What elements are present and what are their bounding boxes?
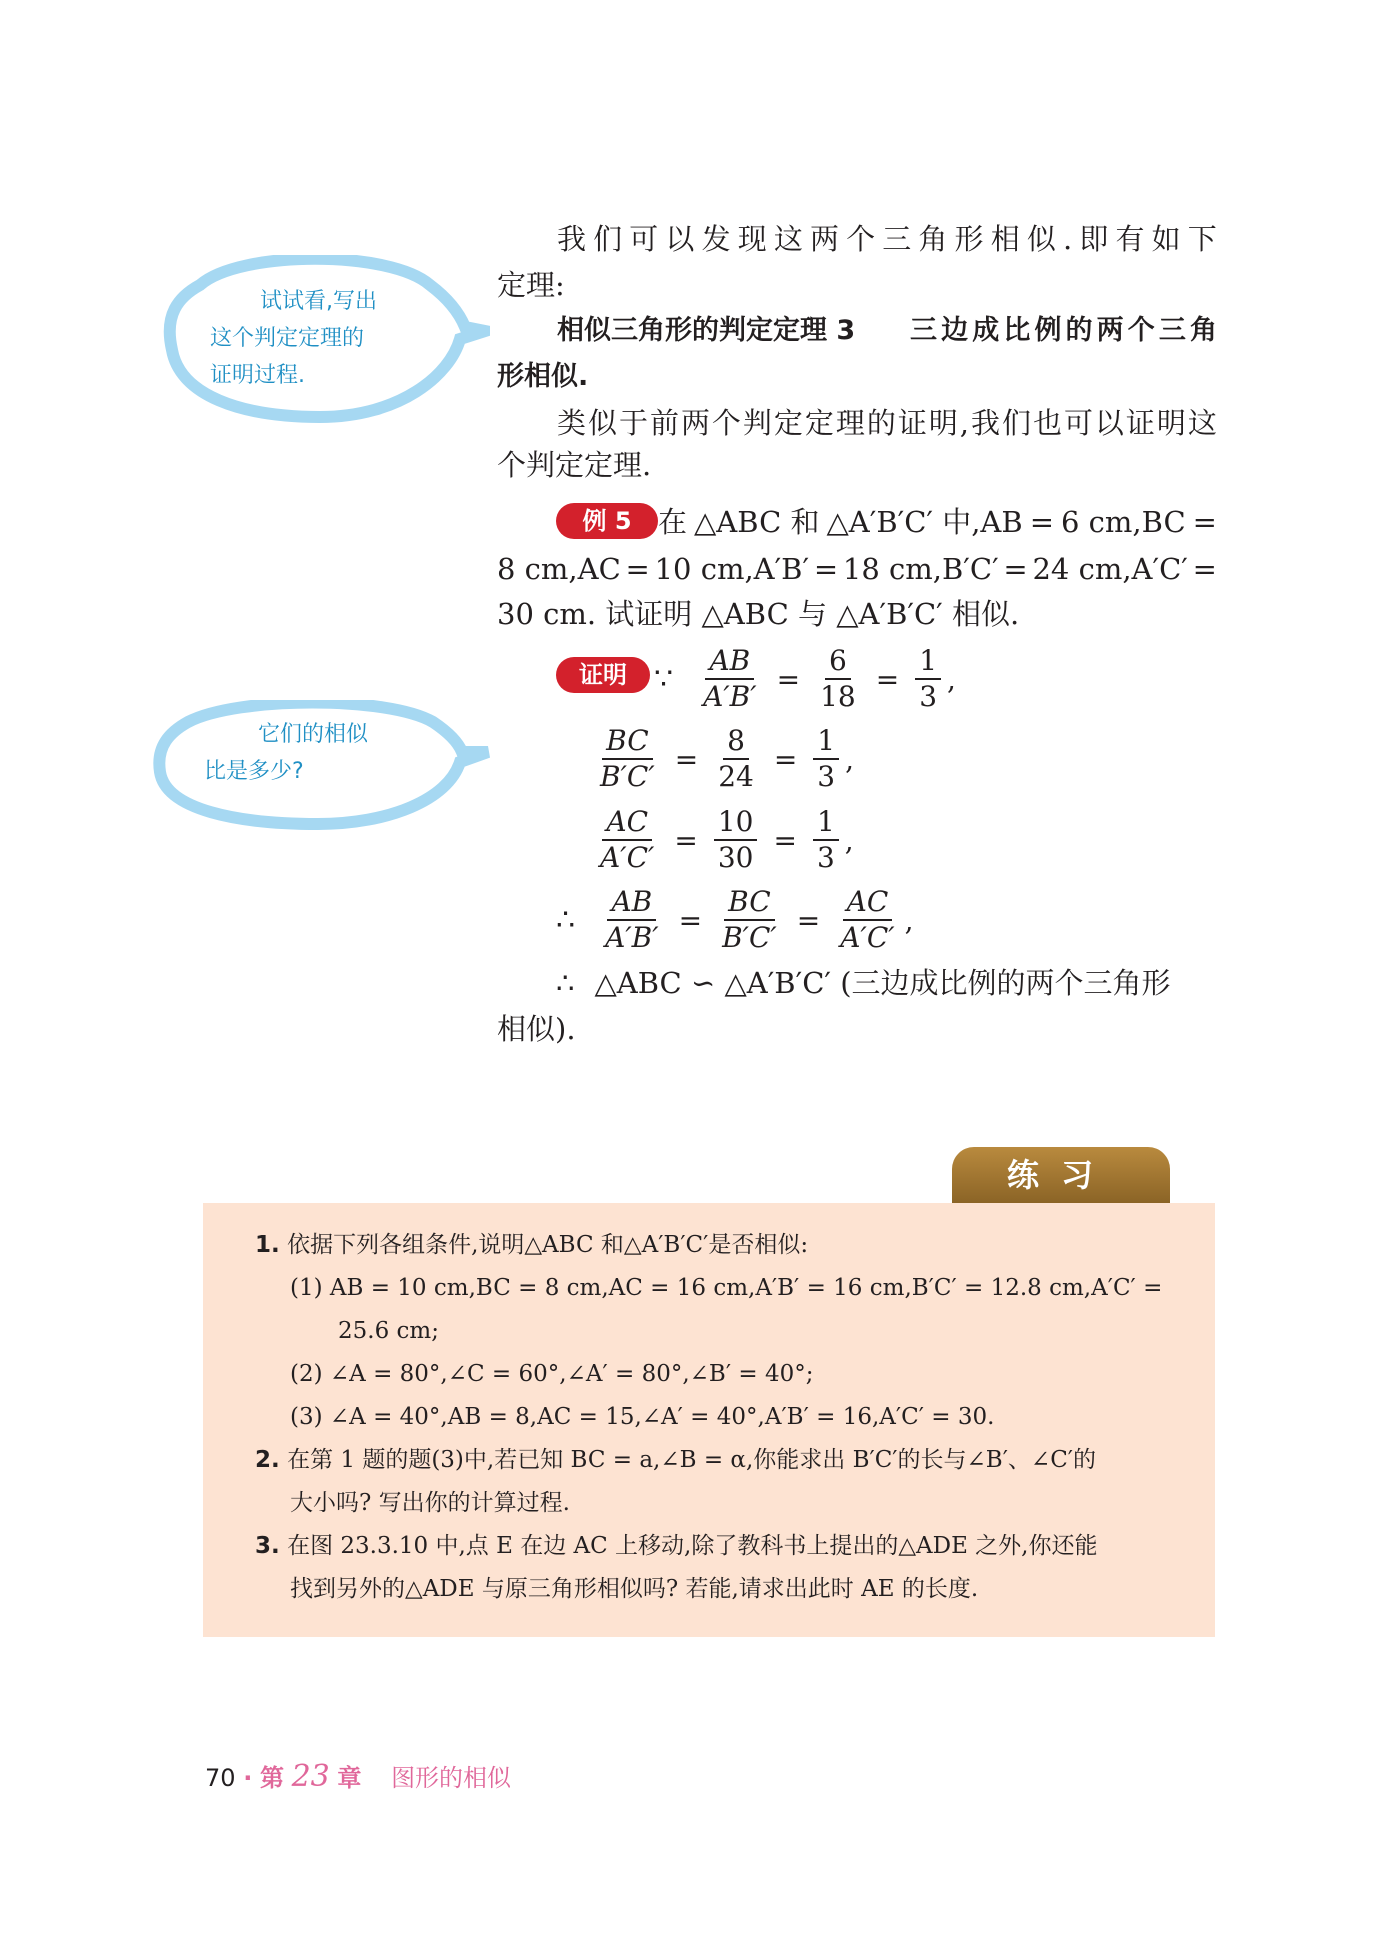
intro-char: 个	[846, 222, 876, 256]
theorem-char: 个	[1127, 315, 1155, 346]
frac-num: AB	[705, 644, 754, 680]
intro-char: 似	[1026, 222, 1056, 256]
equals-sign: =	[776, 662, 801, 696]
proof-tag: 证明	[556, 657, 650, 693]
frac-den: A′C′	[600, 841, 655, 874]
frac-num: 1	[813, 805, 839, 841]
para-char: 明	[1156, 406, 1186, 440]
frac-num: AB	[607, 885, 656, 921]
theorem-char: 角	[1189, 315, 1217, 346]
para-char: 个	[711, 406, 741, 440]
practice-line: (1) AB = 10 cm,BC = 8 cm,AC = 16 cm,A′B′ = 16 cm,B′C′ = 12.8 cm,A′C′ =	[290, 1275, 1163, 1301]
equals-sign: =	[773, 823, 797, 857]
page-number: 70	[205, 1764, 236, 1792]
proof-eq-4	[556, 885, 914, 955]
example-part: 18 cm,B′C′	[842, 552, 999, 586]
frac-num: 8	[723, 724, 749, 760]
example-part: 24 cm,A′C′	[1032, 552, 1188, 586]
frac-den: 30	[717, 841, 754, 874]
para-char: 定	[773, 406, 803, 440]
practice-title: 练习	[952, 1147, 1170, 1203]
para-char: 也	[1032, 406, 1062, 440]
para-char: 的	[866, 406, 896, 440]
example-part: =	[1029, 505, 1054, 539]
equals-sign: =	[678, 903, 703, 937]
footer-dot: ·	[243, 1764, 253, 1792]
intro-char: 两	[809, 222, 839, 256]
para-line-1	[557, 403, 1217, 443]
intro-char: 下	[1187, 222, 1217, 256]
bubble-2-line-1: 它们的相似	[258, 722, 369, 747]
intro-char: 有	[1115, 222, 1145, 256]
intro-char: 即	[1079, 222, 1109, 256]
para-char: 似	[587, 406, 617, 440]
intro-char: 角	[918, 222, 948, 256]
therefore-symbol: ∴	[556, 902, 576, 938]
intro-char: 现	[737, 222, 767, 256]
intro-char: 可	[629, 222, 659, 256]
example-tag: 例 5	[556, 503, 658, 539]
para-char: 证	[897, 406, 927, 440]
example-part: =	[625, 552, 650, 586]
practice-line: 找到另外的△ADE 与原三角形相似吗? 若能,请求出此时 AE 的长度.	[290, 1576, 979, 1602]
practice-line	[255, 1227, 808, 1263]
equals-sign: =	[875, 662, 900, 696]
theorem-char: 边	[941, 315, 969, 346]
theorem-title: 相似三角形的判定定理 3	[557, 315, 856, 346]
frac-num: BC	[602, 724, 653, 760]
para-char: 们	[1001, 406, 1031, 440]
proof-eq-3	[590, 805, 854, 875]
para-char: 明	[928, 406, 958, 440]
intro-char: 三	[882, 222, 912, 256]
intro-line-2: 定理:	[497, 268, 565, 302]
equals-sign: =	[773, 742, 798, 776]
example-part: =	[1003, 552, 1028, 586]
practice-line: 大小吗? 写出你的计算过程.	[290, 1490, 570, 1516]
page-footer	[205, 1758, 511, 1794]
theorem-line-2: 形相似.	[497, 361, 589, 392]
example-part: △ABC 和	[694, 505, 820, 539]
para-line-2: 个判定定理.	[497, 448, 652, 482]
para-char: 定	[804, 406, 834, 440]
frac-den: A′B′	[703, 680, 757, 713]
example-part: △A′B′C′ 中,AB	[826, 505, 1023, 539]
proof-eq-1	[654, 644, 956, 714]
theorem-char: 例	[1034, 315, 1062, 346]
frac-den: 3	[919, 680, 938, 713]
item-text: 在图 23.3.10 中,点 E 在边 AC 上移动,除了教科书上提出的△ADE 之外,你还能	[287, 1533, 1098, 1559]
intro-char: 我	[557, 222, 587, 256]
comma: ,	[845, 742, 855, 776]
practice-line: 25.6 cm;	[338, 1318, 439, 1344]
intro-char: .	[1062, 222, 1073, 256]
frac-num: BC	[724, 885, 775, 921]
example-line-1	[658, 502, 1217, 542]
frac-den: 18	[820, 680, 856, 713]
para-char: 这	[1187, 406, 1217, 440]
chapter-suffix: 章	[337, 1764, 362, 1792]
equals-sign: =	[796, 903, 821, 937]
intro-char: 相	[990, 222, 1020, 256]
theorem-char: 比	[1003, 315, 1031, 346]
frac-den: A′B′	[605, 921, 659, 954]
comma: ,	[904, 903, 914, 937]
comma: ,	[947, 662, 956, 696]
equals-sign: =	[674, 742, 699, 776]
example-part: =	[813, 552, 839, 586]
theorem-char: 成	[972, 315, 1000, 346]
bubble-1-line-3: 证明过程.	[210, 363, 305, 388]
para-char: 于	[618, 406, 648, 440]
conclusion-line-2: 相似).	[497, 1012, 576, 1046]
para-char: 两	[680, 406, 710, 440]
item-number: 2.	[255, 1447, 280, 1473]
item-number: 1.	[255, 1232, 280, 1258]
frac-num: 1	[915, 644, 941, 680]
practice-box	[203, 1203, 1215, 1637]
example-part: 8 cm,AC	[497, 552, 621, 586]
comma: ,	[844, 823, 854, 857]
theorem-char: 两	[1096, 315, 1124, 346]
practice-line: (3) ∠A = 40°,AB = 8,AC = 15,∠A′ = 40°,A′B′ = 16,A′C′ = 30.	[290, 1404, 995, 1430]
intro-char: 以	[665, 222, 695, 256]
para-char: 判	[742, 406, 772, 440]
equals-sign: =	[674, 823, 698, 857]
practice-line	[255, 1442, 1096, 1478]
theorem-char: 的	[1065, 315, 1093, 346]
frac-den: 3	[817, 760, 836, 793]
para-char: 以	[1094, 406, 1124, 440]
example-part: 6 cm,BC	[1060, 505, 1186, 539]
para-char: 证	[1125, 406, 1155, 440]
para-char: 前	[649, 406, 679, 440]
example-part: 10 cm,A′B′	[654, 552, 810, 586]
conclusion-line-1	[556, 963, 1171, 1003]
para-char: 可	[1063, 406, 1093, 440]
item-text: 在第 1 题的题(3)中,若已知 BC = a,∠B = α,你能求出 B′C′的长与∠B′、∠C′的	[287, 1447, 1097, 1473]
practice-line	[255, 1528, 1098, 1564]
item-text: 依据下列各组条件,说明△ABC 和△A′B′C′是否相似:	[287, 1232, 809, 1258]
practice-line: (2) ∠A = 80°,∠C = 60°,∠A′ = 80°,∠B′ = 40°;	[290, 1361, 814, 1387]
intro-char: 们	[593, 222, 623, 256]
example-part: =	[1192, 505, 1217, 539]
bubble-1-line-2: 这个判定定理的	[210, 326, 365, 351]
frac-den: B′C′	[600, 760, 655, 793]
frac-den: 24	[718, 760, 754, 793]
therefore-symbol: ∴	[556, 966, 575, 1000]
intro-char: 发	[701, 222, 731, 256]
theorem-char: 三	[1158, 315, 1186, 346]
frac-num: AC	[843, 885, 893, 921]
frac-num: AC	[602, 805, 652, 841]
frac-num: 1	[813, 724, 839, 760]
intro-line-1	[557, 219, 1217, 259]
frac-num: 6	[825, 644, 851, 680]
intro-char: 如	[1151, 222, 1181, 256]
bubble-1-line-1: 试试看,写出	[260, 289, 377, 314]
frac-den: 3	[816, 841, 835, 874]
frac-den: B′C′	[722, 921, 777, 954]
example-line-3: 30 cm. 试证明 △ABC 与 △A′B′C′ 相似.	[497, 597, 1020, 631]
para-char: 我	[970, 406, 1000, 440]
example-part: 在	[658, 505, 688, 539]
example-part: =	[1192, 552, 1217, 586]
because-symbol: ∵	[654, 661, 674, 697]
frac-num: 10	[714, 805, 758, 841]
chapter-prefix: 第	[259, 1764, 284, 1792]
theorem-line-1	[910, 311, 1217, 351]
item-number: 3.	[255, 1533, 280, 1559]
bubble-2-line-2: 比是多少?	[204, 759, 304, 784]
chapter-number: 23	[291, 1759, 330, 1794]
conclusion-text: △ABC ∽ △A′B′C′ (三边成比例的两个三角形	[594, 966, 1171, 1000]
para-char: 理	[835, 406, 865, 440]
intro-char: 这	[773, 222, 803, 256]
proof-eq-2	[590, 724, 854, 794]
chapter-title: 图形的相似	[391, 1764, 512, 1792]
para-char: 类	[557, 406, 587, 440]
example-line-2	[497, 549, 1217, 589]
para-char: ,	[959, 406, 970, 440]
intro-char: 形	[954, 222, 984, 256]
frac-den: A′C′	[840, 921, 895, 954]
theorem-char: 三	[910, 315, 937, 346]
